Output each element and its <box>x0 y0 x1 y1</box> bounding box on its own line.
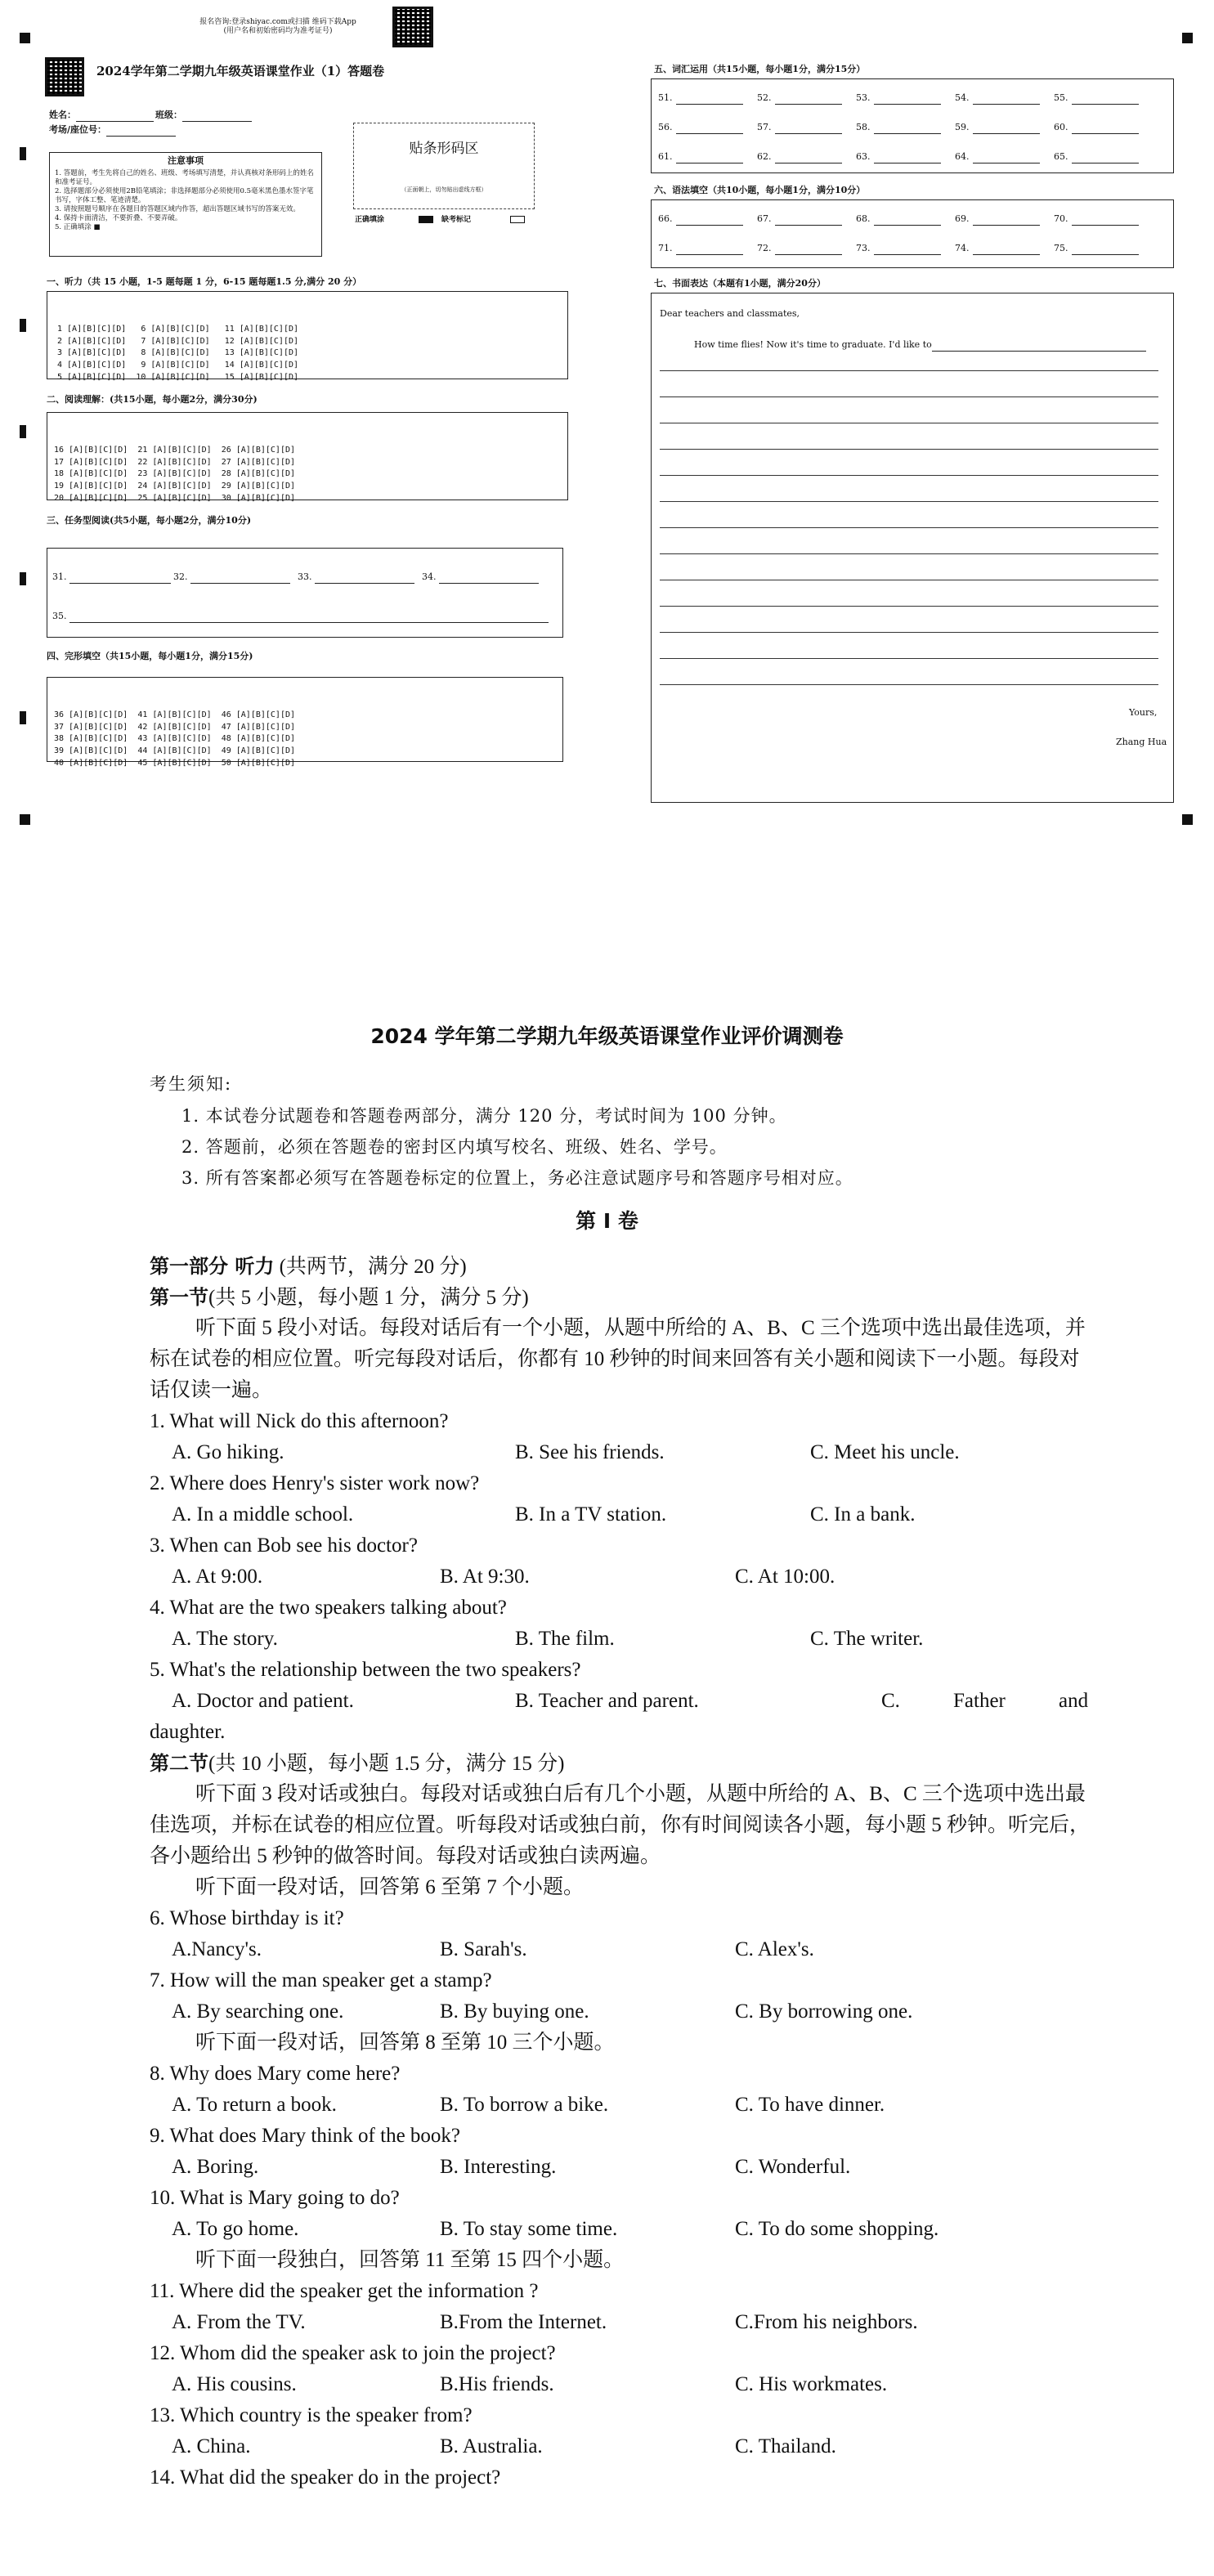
options-6: A.Nancy's. B. Sarah's. C. Alex's. <box>172 1938 814 1960</box>
vocab-answer[interactable]: 62. <box>757 151 842 164</box>
essay-line[interactable] <box>660 396 1158 397</box>
question-4: 4. What are the two speakers talking about? <box>150 1597 507 1619</box>
grammar-answer[interactable]: 75. <box>1054 243 1139 255</box>
options-3: A. At 9:00. B. At 9:30. C. At 10:00. <box>172 1566 835 1588</box>
reading-header: 二、阅读理解：(共15小题，每小题2分，满分30分) <box>47 394 258 405</box>
options-13: A. China. B. Australia. C. Thailand. <box>172 2435 836 2457</box>
notice-label: 考生须知: <box>150 1074 233 1094</box>
essay-greeting: Dear teachers and classmates, <box>660 308 800 319</box>
volume-title: 第 I 卷 <box>576 1209 638 1233</box>
filled-mark-icon <box>419 216 433 223</box>
options-1: A. Go hiking. B. See his friends. C. Meet his uncle. <box>172 1441 960 1463</box>
listening-bubbles[interactable]: 1 [A][B][C][D] 6 [A][B][C][D] 11 [A][B][C][D] 2 [A][B][C][D] 7 [A][B][C][D] 12 [A][B][C][D] 3 [A][B][C][D] 8 [A][B][C][D] 13 [A][B][C][D] 4 [A][B][C][D] 9 [A][B][C][D] 14 [A][B][C][D] 5 [A][B][C][D] 10 [A][B][C][D] 15 [A][B][C][D] <box>57 325 299 382</box>
seat-field[interactable]: 考场/座位号： <box>49 124 176 137</box>
side-mark <box>20 425 26 438</box>
side-mark <box>20 711 26 724</box>
paper-title: 2024 学年第二学期九年级英语课堂作业评价调测卷 <box>370 1024 844 1048</box>
vocab-header: 五、词汇运用（共15小题，每小题1分，满分15分） <box>654 64 866 74</box>
vocab-box <box>651 78 1174 173</box>
section1-directions: 听下面 5 段小对话。每段对话后有一个小题，从题中所给的 A、B、C 三个选项中选出最佳选项，并标在试卷的相应位置。听完每段对话后，你都有 10 秒钟的时间来回答有关小题和阅读下一小题。每段对话仅读一遍。 <box>150 1317 1086 1401</box>
question-12: 12. Whom did the speaker ask to join the project? <box>150 2342 556 2364</box>
grammar-answer[interactable]: 70. <box>1054 213 1139 226</box>
options-7: A. By searching one. B. By buying one. C. By borrowing one. <box>172 2000 913 2023</box>
task-reading-header: 三、任务型阅读(共5小题，每小题2分，满分10分) <box>47 515 252 526</box>
essay-line[interactable] <box>660 658 1158 659</box>
essay-line[interactable] <box>660 632 1158 633</box>
absent-label: 缺考标记 <box>441 216 472 224</box>
options-10: A. To go home. B. To stay some time. C. To do some shopping. <box>172 2218 939 2240</box>
corner-mark <box>1182 814 1193 825</box>
essay-line[interactable] <box>660 553 1158 554</box>
question-2: 2. Where does Henry's sister work now? <box>150 1472 480 1494</box>
essay-line[interactable] <box>660 475 1158 476</box>
options-2: A. In a middle school. B. In a TV station. C. In a bank. <box>172 1503 916 1525</box>
question-14: 14. What did the speaker do in the project? <box>150 2466 501 2489</box>
question-11: 11. Where did the speaker get the information ? <box>150 2280 539 2302</box>
vocab-answer[interactable]: 60. <box>1054 122 1139 134</box>
essay-line[interactable] <box>660 527 1158 528</box>
top-note: 报名咨询:登录shiyac.com或扫描 维码下载App (用户名和初始密码均为准考证号) <box>199 18 356 36</box>
essay-line[interactable] <box>660 606 1158 607</box>
grammar-answer[interactable]: 71. <box>658 243 743 255</box>
name-field[interactable]: 姓名： <box>49 110 154 122</box>
corner-mark <box>1182 33 1193 43</box>
directions-8-10: 听下面一段对话，回答第 8 至第 10 三个小题。 <box>195 2032 615 2054</box>
options-5: A. Doctor and patient. B. Teacher and parent. C. Father and <box>172 1690 1089 1712</box>
grammar-answer[interactable]: 66. <box>658 213 743 226</box>
answer-33[interactable]: 33. <box>298 571 414 584</box>
vocab-answer[interactable]: 63. <box>856 151 941 164</box>
vocab-answer[interactable]: 57. <box>757 122 842 134</box>
sheet-title: 2024学年第二学期九年级英语课堂作业（1）答题卷 <box>96 64 385 78</box>
reading-box <box>47 412 568 503</box>
question-3: 3. When can Bob see his doctor? <box>150 1534 418 1557</box>
notice-list: 1. 本试卷分试题卷和答题卷两部分，满分 120 分，考试时间为 100 分钟。 2. 答题前，必须在答题卷的密封区内填写校名、班级、姓名、学号。 3. 所有答案都必须写在答题卷标定的位置上，务必注意试题序号和答题序号相对应。 <box>181 1106 853 1188</box>
essay-line[interactable] <box>660 684 1158 685</box>
side-mark <box>20 319 26 332</box>
grammar-answer[interactable]: 67. <box>757 213 842 226</box>
vocab-answer[interactable]: 56. <box>658 122 743 134</box>
sheet-qr-icon <box>45 57 84 96</box>
answer-32[interactable]: 32. <box>173 571 290 584</box>
essay-line[interactable] <box>660 370 1158 371</box>
vocab-answer[interactable]: 59. <box>955 122 1040 134</box>
options-5-wrap: daughter. <box>150 1721 226 1743</box>
options-12: A. His cousins. B.His friends. C. His workmates. <box>172 2373 888 2395</box>
reading-bubbles[interactable]: 16 [A][B][C][D] 21 [A][B][C][D] 26 [A][B][C][D] 17 [A][B][C][D] 22 [A][B][C][D] 27 [A][B][C][D] 18 [A][B][C][D] 23 [A][B][C][D] 28 [A][B][C][D] 19 [A][B][C][D] 24 [A][B][C][D] 29 [A][B][C][D] 20 [A][B][C][D] 25 [A][B][C][D] 30 [A][B][C][D] <box>54 446 296 503</box>
class-field[interactable]: 班级： <box>155 110 252 122</box>
options-4: A. The story. B. The film. C. The writer. <box>172 1628 924 1650</box>
vocab-answer[interactable]: 52. <box>757 92 842 105</box>
grammar-answer[interactable]: 74. <box>955 243 1040 255</box>
grammar-box <box>651 199 1174 268</box>
correct-fill-label: 正确填涂 <box>355 216 385 224</box>
vocab-answer[interactable]: 51. <box>658 92 743 105</box>
answer-34[interactable]: 34. <box>422 571 539 584</box>
barcode-area: 贴条形码区 （正面朝上，切勿贴出虚线方框） <box>353 123 535 209</box>
section2-directions: 听下面 3 段对话或独白。每段对话或独白后有几个小题，从题中所给的 A、B、C 三个选项中选出最佳选项，并标在试卷的相应位置。听每段对话或独白前，你有时间阅读各小题，每小题 5 秒钟。听完后，各小题给出 5 秒钟的做答时间。每段对话或独白读两遍。 <box>150 1783 1091 1867</box>
question-10: 10. What is Mary going to do? <box>150 2187 400 2209</box>
options-8: A. To return a book. B. To borrow a bike. C. To have dinner. <box>172 2094 885 2116</box>
essay-signature: Zhang Hua <box>1116 737 1167 747</box>
vocab-answer[interactable]: 64. <box>955 151 1040 164</box>
vocab-answer[interactable]: 53. <box>856 92 941 105</box>
directions-11-15: 听下面一段独白，回答第 11 至第 15 四个小题。 <box>195 2249 625 2271</box>
absent-checkbox[interactable] <box>510 216 525 223</box>
vocab-answer[interactable]: 54. <box>955 92 1040 105</box>
question-1: 1. What will Nick do this afternoon? <box>150 1410 449 1432</box>
grammar-header: 六、语法填空（共10小题，每小题1分，满分10分） <box>654 185 866 195</box>
question-6: 6. Whose birthday is it? <box>150 1907 344 1929</box>
paper-body <box>150 1251 1094 2493</box>
answer-31[interactable]: 31. <box>52 571 171 584</box>
question-9: 9. What does Mary think of the book? <box>150 2125 461 2147</box>
grammar-answer[interactable]: 72. <box>757 243 842 255</box>
corner-mark <box>20 33 30 43</box>
essay-line[interactable] <box>660 449 1158 450</box>
section2-heading: 第二节(共 10 小题，每小题 1.5 分，满分 15 分) <box>150 1752 565 1775</box>
vocab-answer[interactable]: 58. <box>856 122 941 134</box>
options-11: A. From the TV. B.From the Internet. C.From his neighbors. <box>172 2311 918 2333</box>
options-9: A. Boring. B. Interesting. C. Wonderful. <box>172 2156 851 2178</box>
grammar-answer[interactable]: 73. <box>856 243 941 255</box>
side-mark <box>20 572 26 585</box>
cloze-bubbles[interactable]: 36 [A][B][C][D] 41 [A][B][C][D] 46 [A][B][C][D] 37 [A][B][C][D] 42 [A][B][C][D] 47 [A][B][C][D] 38 [A][B][C][D] 43 [A][B][C][D] 48 [A][B][C][D] 39 [A][B][C][D] 44 [A][B][C][D] 49 [A][B][C][D] 40 [A][B][C][D] 45 [A][B][C][D] 50 [A][B][C][D] <box>54 710 296 768</box>
corner-mark <box>20 814 30 825</box>
part1-heading: 第一部分 听力 (共两节，满分 20 分) <box>150 1255 467 1278</box>
question-5: 5. What's the relationship between the two speakers? <box>150 1659 581 1681</box>
answer-35[interactable]: 35. <box>52 611 549 623</box>
question-13: 13. Which country is the speaker from? <box>150 2404 473 2426</box>
cloze-box <box>47 677 563 768</box>
vocab-answer[interactable]: 61. <box>658 151 743 164</box>
listening-header: 一、听力（共 15 小题，1-5 题每题 1 分，6-15 题每题1.5 分,满分 20 分） <box>47 276 362 287</box>
essay-close: Yours, <box>1129 707 1158 718</box>
section1-heading: 第一节(共 5 小题，每小题 1 分，满分 5 分) <box>150 1286 529 1309</box>
side-mark <box>20 147 26 160</box>
essay-line[interactable] <box>660 501 1158 502</box>
writing-header: 七、书面表达（本题有1小题，满分20分） <box>654 278 826 289</box>
download-qr-icon <box>392 7 433 47</box>
cloze-header: 四、完形填空（共15小题，每小题1分，满分15分) <box>47 651 253 661</box>
question-8: 8. Why does Mary come here? <box>150 2063 401 2085</box>
grammar-answer[interactable]: 69. <box>955 213 1040 226</box>
notice-box: 注意事项 1. 答题前，考生先将自己的姓名、班级、考场填写清楚，并认真核对条形码上的姓名和准考证号。 2. 选择题部分必须使用2B铅笔填涂；非选择题部分必须使用0.5毫米黑色墨水签字笔书写，字体工整、笔迹清楚。 3. 请按照题号顺序在各题目的答题区域内作答，超出答题区域书写的答案无效。 4. 保持卡面清洁，不要折叠、不要弄破。 5. 正确填涂 ■ <box>49 152 322 257</box>
essay-start: How time flies! Now it's time to graduate. I'd like to <box>694 339 1146 352</box>
vocab-answer[interactable]: 65. <box>1054 151 1139 164</box>
vocab-answer[interactable]: 55. <box>1054 92 1139 105</box>
directions-6-7: 听下面一段对话，回答第 6 至第 7 个小题。 <box>195 1876 585 1898</box>
question-7: 7. How will the man speaker get a stamp? <box>150 1969 492 1991</box>
listening-box <box>47 291 568 382</box>
grammar-answer[interactable]: 68. <box>856 213 941 226</box>
task-reading-box <box>47 548 563 638</box>
writing-box <box>651 293 1174 803</box>
